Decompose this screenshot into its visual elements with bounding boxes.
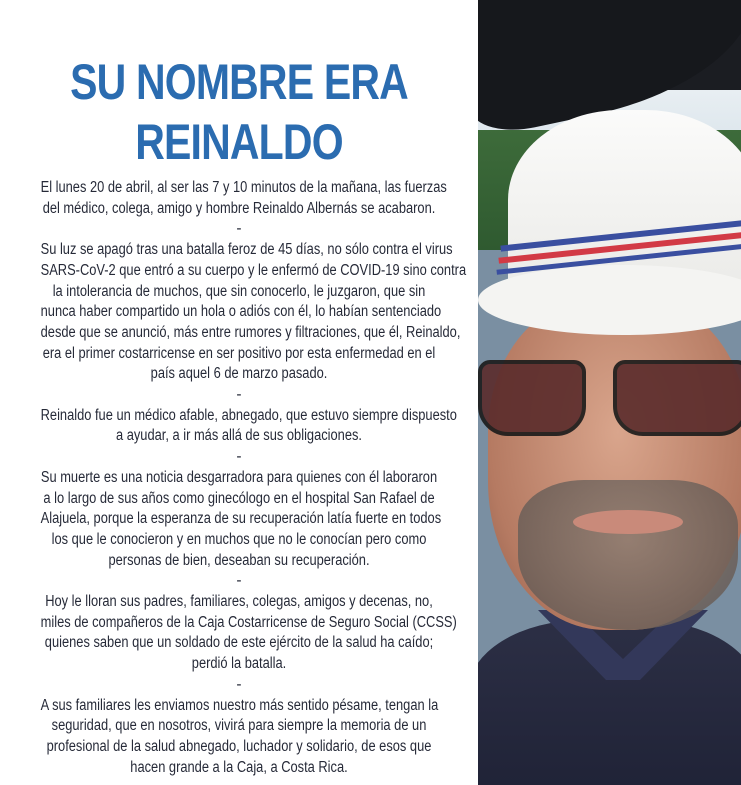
text-line: personas de bien, deseaban su recuperación. <box>108 551 370 569</box>
text-line: Hoy le lloran sus padres, familiares, colegas, amigos y decenas, no, <box>45 593 433 610</box>
sunglasses <box>478 360 741 430</box>
title-line: REINALDO <box>135 114 343 170</box>
paragraph-separator: - <box>236 448 242 466</box>
text-line: era el primer costarricense en ser positivo por esta enfermedad en el <box>42 344 436 362</box>
text-line: seguridad, que en nosotros, vivirá para siempre la memoria de un <box>51 717 427 735</box>
text-line: Alajuela, porque la esperanza de su recuperación latía fuerte en todos <box>40 510 442 528</box>
paragraph <box>0 240 478 385</box>
paragraph <box>0 468 478 572</box>
paragraph <box>0 178 478 219</box>
obituary-body <box>0 178 478 778</box>
text-line: Su luz se apagó tras una batalla feroz de 45 días, no sólo contra el virus <box>40 241 453 259</box>
text-line: Reinaldo fue un médico afable, abnegado, que estuvo siempre dispuesto <box>40 406 457 424</box>
shirt <box>478 620 741 785</box>
text-line: desde que se anunció, más entre rumores y filtraciones, que él, Reinaldo, <box>40 323 461 341</box>
paragraph-separator: - <box>236 572 242 590</box>
text-line: a ayudar, a ir más allá de sus obligaciones. <box>115 427 363 445</box>
text-line: país aquel 6 de marzo pasado. <box>150 365 328 383</box>
text-line: hacen grande a la Caja, a Costa Rica. <box>130 758 348 776</box>
text-line: la intolerancia de muchos, que sin conocerlo, le juzgaron, que sin <box>52 282 426 300</box>
lens-left <box>478 360 586 436</box>
paragraph-separator: - <box>236 220 242 238</box>
text-line: profesional de la salud abnegado, luchador y solidario, de esos que <box>46 737 432 755</box>
text-line: miles de compañeros de la Caja Costarricense de Seguro Social (CCSS) <box>40 613 457 631</box>
mouth <box>573 510 683 534</box>
text-line: SARS-CoV-2 que entró a su cuerpo y le enfermó de COVID-19 sino contra <box>40 261 467 279</box>
lens-right <box>613 360 741 436</box>
paragraph-separator: - <box>236 675 242 693</box>
hat-brim <box>478 265 741 335</box>
text-line: a lo largo de sus años como ginecólogo en el hospital San Rafael de <box>43 489 435 507</box>
text-line: A sus familiares les enviamos nuestro más sentido pésame, tengan la <box>40 696 439 714</box>
title-line: SU NOMBRE ERA <box>70 54 408 110</box>
page-title <box>0 52 478 172</box>
text-line: quienes saben que un soldado de este ejército de la salud ha caído; <box>44 634 434 652</box>
paragraph <box>0 592 478 675</box>
text-line: los que le conocieron y en muchos que no le conocían pero como <box>51 530 427 548</box>
paragraph <box>0 696 478 779</box>
text-line: perdió la batalla. <box>191 655 287 673</box>
text-line: del médico, colega, amigo y hombre Reinaldo Albernás se acabaron. <box>42 199 436 217</box>
paragraph-separator: - <box>236 386 242 404</box>
text-line: Su muerte es una noticia desgarradora para quienes con él laboraron <box>40 468 438 486</box>
beard <box>518 480 738 630</box>
text-line: nunca haber compartido un hola o adiós con él, lo habían sentenciado <box>40 303 442 321</box>
portrait-photo <box>478 0 741 785</box>
text-line: El lunes 20 de abril, al ser las 7 y 10 minutos de la mañana, las fuerzas <box>40 179 447 196</box>
paragraph <box>0 406 478 447</box>
